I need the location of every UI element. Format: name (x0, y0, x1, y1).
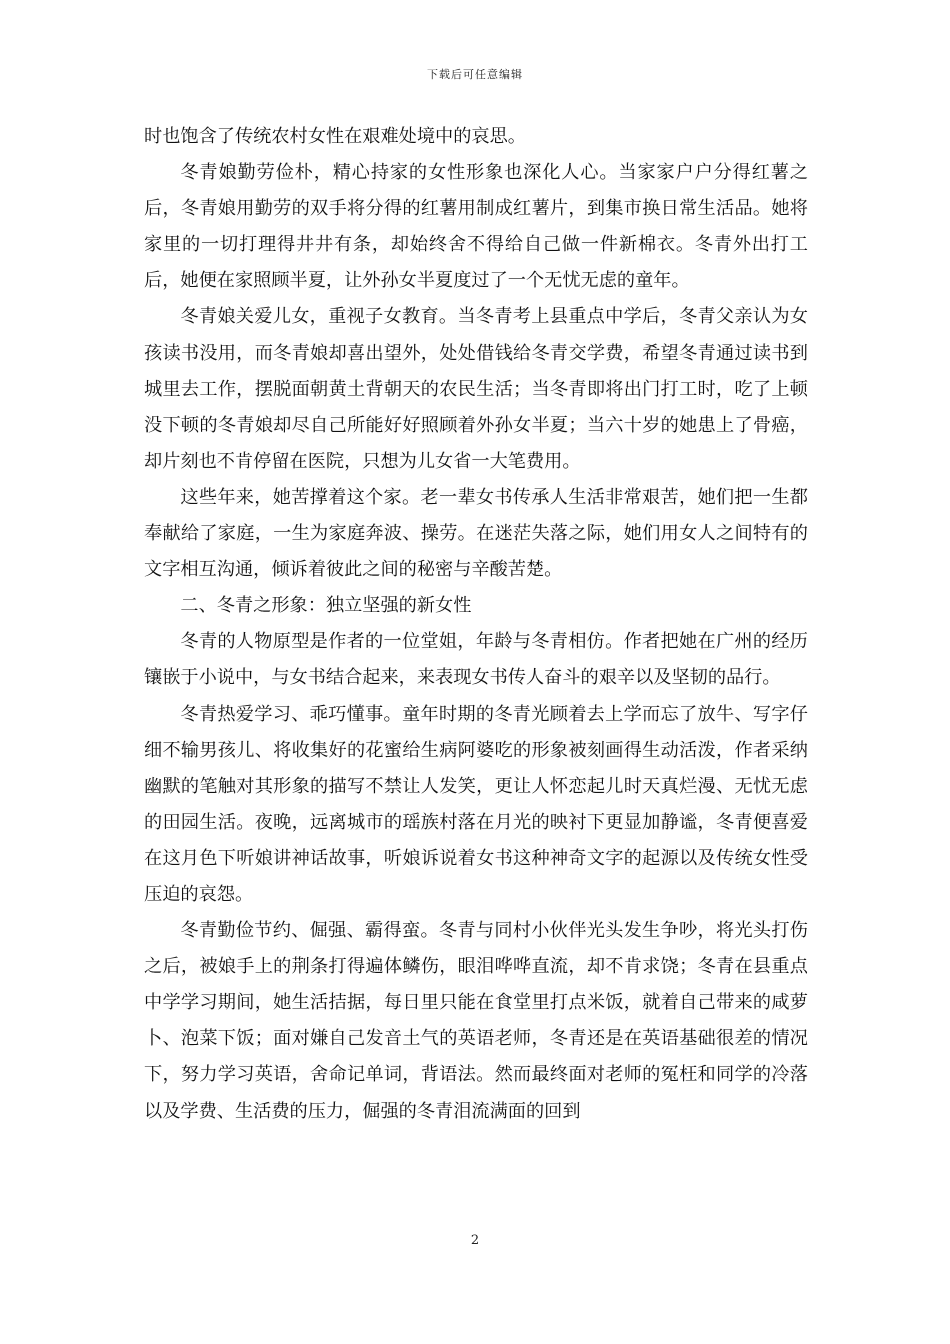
paragraph-continuation: 时也饱含了传统农村女性在艰难处境中的哀思。 (144, 126, 526, 147)
paragraph: 冬青勤俭节约、倔强、霸得蛮。冬青与同村小伙伴光头发生争吵，将光头打伤之后，被娘手上的荆条打得遍体鳞伤，眼泪哗哗直流，却不肯求饶；冬青在县重点中学学习期间，她生活拮据，每日里只能在食堂里打点米饭，就着自己带来的咸萝卜、泡菜下饭；面对嫌自己发音土气的英语老师，冬青还是在英语基础很差的情况下，努力学习英语，舍命记单词，背语法。然而最终面对老师的冤枉和同学的冷落以及学费、生活费的压力，倔强的冬青泪流满面的回到 (144, 920, 808, 1122)
paragraph: 冬青热爱学习、乖巧懂事。童年时期的冬青光顾着去上学而忘了放牛、写字仔细不输男孩儿、将收集好的花蜜给生病阿婆吃的形象被刻画得生动活泼，作者采纳幽默的笔触对其形象的描写不禁让人发笑，更让人怀恋起儿时天真烂漫、无忧无虑的田园生活。夜晚，远离城市的瑶族村落在月光的映衬下更显加静谧，冬青便喜爱在这月色下听娘讲神话故事，听娘诉说着女书这种神奇文字的起源以及传统女性受压迫的哀怨。 (144, 703, 808, 905)
paragraph: 冬青娘勤劳俭朴，精心持家的女性形象也深化人心。当家家户户分得红薯之后，冬青娘用勤劳的双手将分得的红薯用制成红薯片，到集市换日常生活品。她将家里的一切打理得井井有条，却始终舍不得给自己做一件新棉衣。冬青外出打工后，她便在家照顾半夏，让外孙女半夏度过了一个无忧无虑的童年。 (144, 162, 808, 292)
paragraph: 冬青娘关爱儿女，重视子女教育。当冬青考上县重点中学后，冬青父亲认为女孩读书没用，而冬青娘却喜出望外，处处借钱给冬青交学费，希望冬青通过读书到城里去工作，摆脱面朝黄土背朝天的农民生活；当冬青即将出门打工时，吃了上顿没下顿的冬青娘却尽自己所能好好照顾着外孙女半夏；当六十岁的她患上了骨癌，却片刻也不肯停留在医院，只想为儿女省一大笔费用。 (144, 306, 808, 472)
paragraph: 冬青的人物原型是作者的一位堂姐，年龄与冬青相仿。作者把她在广州的经历镶嵌于小说中，与女书结合起来，来表现女书传人奋斗的艰辛以及坚韧的品行。 (144, 631, 808, 689)
page-number: 2 (470, 1233, 480, 1248)
paragraph: 这些年来，她苦撑着这个家。老一辈女书传承人生活非常艰苦，她们把一生都奉献给了家庭，一生为家庭奔波、操劳。在迷茫失落之际，她们用女人之间特有的文字相互沟通，倾诉着彼此之间的秘密与辛酸苦楚。 (144, 486, 808, 581)
document-body (144, 119, 808, 1130)
page-header: 下载后可任意编辑 (427, 68, 523, 81)
section-heading: 二、冬青之形象：独立坚强的新女性 (180, 595, 472, 617)
